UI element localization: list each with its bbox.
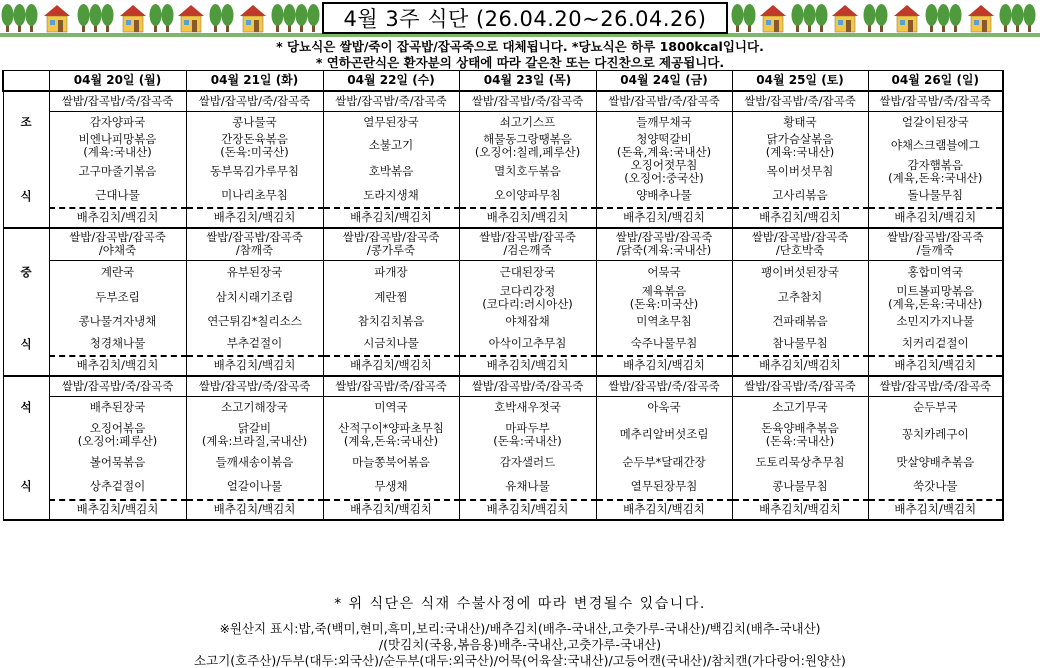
menu-cell: 근대나물 (49, 185, 186, 208)
tree-icon (90, 4, 102, 32)
corner-cell (3, 71, 49, 91)
day-header: 04월 25일 (토) (732, 71, 868, 91)
menu-body (3, 91, 1003, 520)
village-banner-left (0, 0, 322, 34)
dysphagia-notice: * 연하곤란식은 환자분의 상태에 따라 갈은찬 또는 다진찬으로 제공됩니다. (315, 55, 725, 70)
menu-cell: 쌀밥/잡곡밥/죽/잡곡죽 (732, 91, 868, 112)
menu-cell: 배추김치/백김치 (323, 500, 459, 520)
menu-cell: 배추김치/백김치 (732, 500, 868, 520)
tree-icon (296, 4, 308, 32)
menu-cell: 미나리초무침 (186, 185, 323, 208)
day-header: 04월 21일 (화) (186, 71, 323, 91)
village-banner-right (728, 0, 1040, 34)
tree-icon (102, 4, 114, 32)
tree-icon (162, 4, 174, 32)
tree-icon (792, 4, 804, 32)
day-header-row (3, 71, 1003, 91)
menu-cell: 쌀밥/잡곡밥/죽/잡곡죽 (323, 91, 459, 112)
menu-cell: 쑥갓나물 (868, 474, 1003, 500)
menu-cell: 쌀밥/잡곡밥/죽/잡곡죽 (732, 376, 868, 397)
menu-cell: 부추겉절이 (186, 333, 323, 356)
menu-cell: 배추김치/백김치 (868, 356, 1003, 376)
menu-cell: 쇠고기스프 (459, 112, 596, 133)
menu-cell: 돈육양배추볶음 (돈육:국내산) (732, 418, 868, 452)
menu-cell: 순두부국 (868, 397, 1003, 418)
menu-row (3, 185, 1003, 208)
meal-label-lunch: 식 (3, 333, 49, 356)
menu-cell: 고구마줄기볶음 (49, 159, 186, 185)
menu-cell: 배추김치/백김치 (732, 208, 868, 228)
menu-cell: 계란찜 (323, 285, 459, 311)
menu-cell: 고추참치 (732, 285, 868, 311)
menu-cell: 연근튀김*칠리소스 (186, 311, 323, 333)
menu-cell: 호박볶음 (323, 159, 459, 185)
menu-cell: 양배추나물 (596, 185, 732, 208)
tree-icon (732, 4, 744, 32)
menu-cell: 소불고기 (323, 133, 459, 159)
menu-row (3, 418, 1003, 452)
day-header: 04월 23일 (목) (459, 71, 596, 91)
meal-label-dinner (3, 418, 49, 452)
page-title (322, 2, 728, 34)
menu-cell: 고사리볶음 (732, 185, 868, 208)
menu-cell: 맛살양배추볶음 (868, 452, 1003, 474)
tree-icon (150, 4, 162, 32)
tree-icon (284, 4, 296, 32)
menu-cell: 소고기무국 (732, 397, 868, 418)
menu-row (3, 112, 1003, 133)
menu-row (3, 356, 1003, 376)
menu-cell: 메추리알버섯조림 (596, 418, 732, 452)
menu-row (3, 159, 1003, 185)
village-decoration-icon (728, 0, 1040, 34)
menu-cell: 산적구이*양파초무침 (계육,돈육:국내산) (323, 418, 459, 452)
page-title-text: 4월 3주 식단 (26.04.20~26.04.26) (343, 7, 707, 31)
day-header: 04월 24일 (금) (596, 71, 732, 91)
meal-label-dinner (3, 500, 49, 520)
menu-cell: 야채스크램블에그 (868, 133, 1003, 159)
meal-label-lunch: 중 (3, 261, 49, 285)
menu-cell: 쌀밥/잡곡밥/죽/잡곡죽 (868, 91, 1003, 112)
origin-line: ※원산지 표시:밥,죽(백미,현미,흑미,보리:국내산)/배추김치(배추-국내산,고춧가루-국내산)/백김치(배추-국내산) (219, 621, 821, 636)
menu-cell: 쌀밥/잡곡밥/죽/잡곡죽 (323, 376, 459, 397)
tree-icon (14, 4, 26, 32)
menu-cell: 마늘쫑북어볶음 (323, 452, 459, 474)
diabetes-notice: * 당뇨식은 쌀밥/죽이 잡곡밥/잡곡죽으로 대체됩니다. *당뇨식은 하루 1800kcal입니다. (276, 39, 764, 54)
menu-cell: 동부묵김가루무침 (186, 159, 323, 185)
menu-cell: 미역국 (323, 397, 459, 418)
menu-cell: 배추김치/백김치 (459, 500, 596, 520)
menu-cell: 닭갈비 (계육:브라질,국내산) (186, 418, 323, 452)
menu-cell: 콩나물겨자냉채 (49, 311, 186, 333)
tree-icon (1012, 4, 1024, 32)
menu-cell: 미트볼피망볶음 (계육,돈육:국내산) (868, 285, 1003, 311)
menu-cell: 아삭이고추무침 (459, 333, 596, 356)
menu-cell: 팽이버섯된장국 (732, 261, 868, 285)
house-icon (44, 5, 70, 32)
menu-cell: 쌀밥/잡곡밥/잡곡죽 /콩가루죽 (323, 228, 459, 261)
tree-icon (308, 4, 320, 32)
menu-cell: 배추김치/백김치 (186, 208, 323, 228)
menu-cell: 배추김치/백김치 (323, 208, 459, 228)
menu-cell: 아욱국 (596, 397, 732, 418)
menu-cell: 무생채 (323, 474, 459, 500)
menu-cell: 간장돈육볶음 (돈육:미국산) (186, 133, 323, 159)
menu-cell: 얼갈이나물 (186, 474, 323, 500)
menu-cell: 쌀밥/잡곡밥/잡곡죽 /검은깨죽 (459, 228, 596, 261)
menu-cell: 배추김치/백김치 (49, 500, 186, 520)
menu-cell: 멸치호두볶음 (459, 159, 596, 185)
menu-cell: 얼갈이된장국 (868, 112, 1003, 133)
menu-cell: 황태국 (732, 112, 868, 133)
menu-cell: 쌀밥/잡곡밥/잡곡죽 /단호박죽 (732, 228, 868, 261)
meal-label-breakfast: 조 (3, 112, 49, 133)
menu-cell: 쌀밥/잡곡밥/죽/잡곡죽 (459, 91, 596, 112)
menu-cell: 어묵국 (596, 261, 732, 285)
menu-cell: 배추김치/백김치 (186, 500, 323, 520)
menu-cell: 배추김치/백김치 (49, 356, 186, 376)
menu-cell: 시금치나물 (323, 333, 459, 356)
menu-cell: 오이양파무침 (459, 185, 596, 208)
menu-cell: 쌀밥/잡곡밥/죽/잡곡죽 (596, 91, 732, 112)
house-icon (894, 5, 920, 32)
menu-cell: 순두부*달래간장 (596, 452, 732, 474)
meal-label-dinner (3, 452, 49, 474)
menu-cell: 코다리강정 (코다리:러시아산) (459, 285, 596, 311)
menu-row (3, 133, 1003, 159)
tree-icon (926, 4, 938, 32)
menu-row (3, 208, 1003, 228)
house-icon (968, 5, 994, 32)
menu-row (3, 397, 1003, 418)
meal-label-breakfast: 식 (3, 185, 49, 208)
tree-icon (816, 4, 828, 32)
tree-icon (26, 4, 38, 32)
menu-cell: 미역초무침 (596, 311, 732, 333)
menu-cell: 쌀밥/잡곡밥/잡곡죽 /참깨죽 (186, 228, 323, 261)
menu-cell: 꽁치카레구이 (868, 418, 1003, 452)
menu-cell: 쌀밥/잡곡밥/죽/잡곡죽 (186, 376, 323, 397)
menu-cell: 파개장 (323, 261, 459, 285)
menu-cell: 배추김치/백김치 (596, 208, 732, 228)
menu-cell: 배추김치/백김치 (186, 356, 323, 376)
menu-cell: 배추김치/백김치 (868, 500, 1003, 520)
menu-cell: 소고기해장국 (186, 397, 323, 418)
menu-cell: 치커리겉절이 (868, 333, 1003, 356)
menu-cell: 열무된장국 (323, 112, 459, 133)
menu-cell: 쌀밥/잡곡밥/죽/잡곡죽 (186, 91, 323, 112)
tree-icon (1024, 4, 1036, 32)
menu-cell: 쌀밥/잡곡밥/잡곡죽 /닭죽(계육:국내산) (596, 228, 732, 261)
menu-cell: 쌀밥/잡곡밥/죽/잡곡죽 (868, 376, 1003, 397)
menu-row (3, 91, 1003, 112)
menu-cell: 돌나물무침 (868, 185, 1003, 208)
meal-label-lunch (3, 228, 49, 261)
menu-cell: 들깨무채국 (596, 112, 732, 133)
menu-cell: 배추김치/백김치 (459, 356, 596, 376)
menu-cell: 계란국 (49, 261, 186, 285)
house-icon (760, 5, 786, 32)
menu-cell: 유부된장국 (186, 261, 323, 285)
house-icon (178, 5, 204, 32)
menu-cell: 홍합미역국 (868, 261, 1003, 285)
menu-cell: 두부조림 (49, 285, 186, 311)
menu-row (3, 376, 1003, 397)
meal-label-lunch (3, 356, 49, 376)
tree-icon (1000, 4, 1012, 32)
tree-icon (2, 4, 14, 32)
tree-icon (950, 4, 962, 32)
menu-cell: 감자양파국 (49, 112, 186, 133)
menu-cell: 참나물무침 (732, 333, 868, 356)
menu-cell: 쌀밥/잡곡밥/죽/잡곡죽 (459, 376, 596, 397)
menu-row (3, 285, 1003, 311)
tree-icon (938, 4, 950, 32)
origin-line: 소고기(호주산)/두부(대두:외국산)/순두부(대두:외국산)/어묵(어육살:국내산)/고등어캔(국내산)/참치캔(가다랑어:원양산) (194, 653, 846, 668)
weekly-menu-table (2, 70, 1004, 521)
meal-label-dinner: 식 (3, 474, 49, 500)
day-header: 04월 22일 (수) (323, 71, 459, 91)
house-icon (120, 5, 146, 32)
village-decoration-icon (0, 0, 322, 34)
menu-row (3, 311, 1003, 333)
meal-label-lunch (3, 311, 49, 333)
menu-cell: 쌀밥/잡곡밥/잡곡죽 /야채죽 (49, 228, 186, 261)
menu-cell: 배추김치/백김치 (732, 356, 868, 376)
tree-icon (804, 4, 816, 32)
menu-row (3, 228, 1003, 261)
tree-icon (876, 4, 888, 32)
menu-cell: 숙주나물무침 (596, 333, 732, 356)
menu-cell: 볼어묵볶음 (49, 452, 186, 474)
menu-cell: 비엔나피망볶음 (계육:국내산) (49, 133, 186, 159)
meal-label-breakfast (3, 159, 49, 185)
menu-cell: 참치김치볶음 (323, 311, 459, 333)
menu-row (3, 500, 1003, 520)
menu-cell: 들깨새송이볶음 (186, 452, 323, 474)
day-header: 04월 20일 (월) (49, 71, 186, 91)
menu-cell: 삼치시래기조림 (186, 285, 323, 311)
menu-row (3, 261, 1003, 285)
menu-cell: 쌀밥/잡곡밥/죽/잡곡죽 (49, 91, 186, 112)
tree-icon (272, 4, 284, 32)
menu-cell: 열무된장무침 (596, 474, 732, 500)
menu-cell: 닭가슴살볶음 (계육:국내산) (732, 133, 868, 159)
menu-cell: 배추김치/백김치 (868, 208, 1003, 228)
meal-label-dinner (3, 376, 49, 397)
menu-cell: 건파래볶음 (732, 311, 868, 333)
meal-label-dinner: 석 (3, 397, 49, 418)
menu-cell: 감자샐러드 (459, 452, 596, 474)
menu-cell: 쌀밥/잡곡밥/잡곡죽 /들깨죽 (868, 228, 1003, 261)
menu-cell: 해물동그랑땡볶음 (오징어:칠레,페루산) (459, 133, 596, 159)
menu-cell: 청양떡갈비 (돈육,계육:국내산) (596, 133, 732, 159)
menu-cell: 배추김치/백김치 (49, 208, 186, 228)
menu-cell: 콩나물무침 (732, 474, 868, 500)
menu-cell: 오징어젓무침 (오징어:중국산) (596, 159, 732, 185)
origin-line: /(맛김치(국용,볶음용)배추-국내산,고춧가루-국내산) (378, 637, 662, 652)
menu-cell: 콩나물국 (186, 112, 323, 133)
menu-cell: 배추김치/백김치 (596, 356, 732, 376)
change-notice: * 위 식단은 식재 수불사정에 따라 변경될수 있습니다. (334, 596, 706, 612)
tree-icon (744, 4, 756, 32)
menu-cell: 도토리묵상추무침 (732, 452, 868, 474)
menu-cell: 배추김치/백김치 (596, 500, 732, 520)
menu-cell: 마파두부 (돈육:국내산) (459, 418, 596, 452)
menu-cell: 청경채나물 (49, 333, 186, 356)
menu-row (3, 333, 1003, 356)
house-icon (832, 5, 858, 32)
menu-cell: 소민지가지나물 (868, 311, 1003, 333)
menu-cell: 쌀밥/잡곡밥/죽/잡곡죽 (49, 376, 186, 397)
tree-icon (78, 4, 90, 32)
menu-cell: 배추된장국 (49, 397, 186, 418)
menu-row (3, 474, 1003, 500)
menu-cell: 쌀밥/잡곡밥/죽/잡곡죽 (596, 376, 732, 397)
meal-label-breakfast (3, 91, 49, 112)
menu-cell: 감자햄볶음 (계육,돈육:국내산) (868, 159, 1003, 185)
tree-icon (864, 4, 876, 32)
meal-label-lunch (3, 285, 49, 311)
menu-cell: 유채나물 (459, 474, 596, 500)
menu-cell: 호박새우젓국 (459, 397, 596, 418)
house-icon (240, 5, 266, 32)
menu-cell: 근대된장국 (459, 261, 596, 285)
day-header: 04월 26일 (일) (868, 71, 1003, 91)
meal-label-breakfast (3, 208, 49, 228)
menu-cell: 제육볶음 (돈육:미국산) (596, 285, 732, 311)
menu-cell: 목이버섯무침 (732, 159, 868, 185)
menu-cell: 야채잡채 (459, 311, 596, 333)
tree-icon (210, 4, 222, 32)
menu-cell: 도라지생채 (323, 185, 459, 208)
menu-cell: 상추겉절이 (49, 474, 186, 500)
tree-icon (222, 4, 234, 32)
menu-cell: 오징어볶음 (오징어:페루산) (49, 418, 186, 452)
meal-label-breakfast (3, 133, 49, 159)
menu-cell: 배추김치/백김치 (459, 208, 596, 228)
menu-row (3, 452, 1003, 474)
menu-cell: 배추김치/백김치 (323, 356, 459, 376)
